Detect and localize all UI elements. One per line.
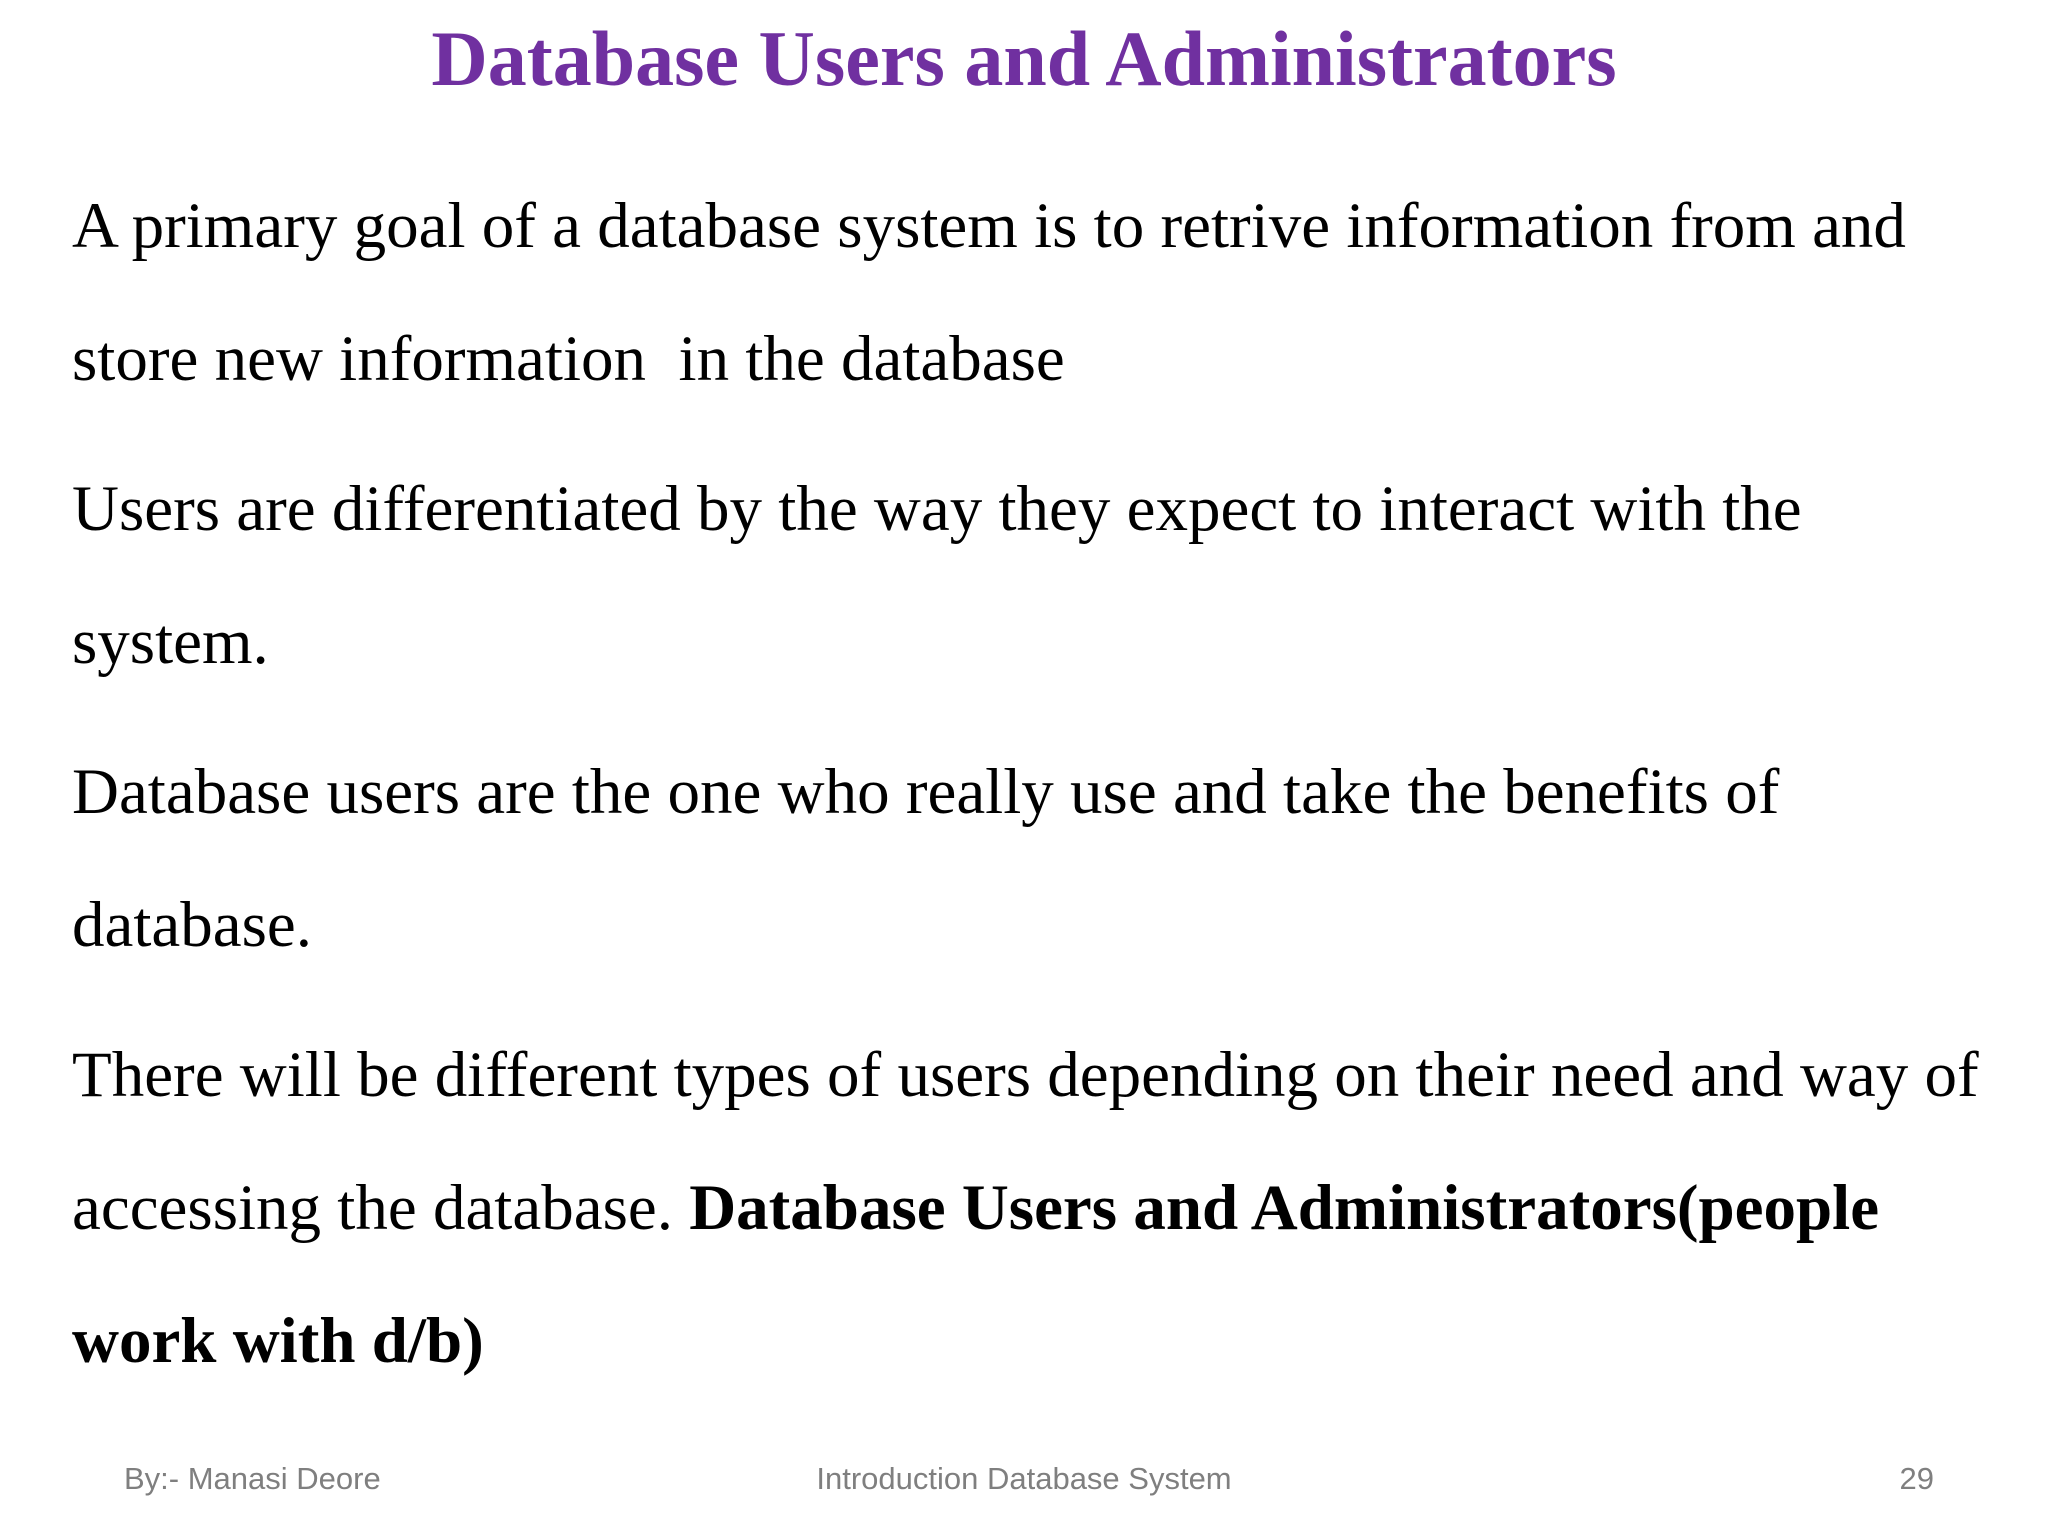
paragraph-bold-text: Database Users and Administrators(people work with d/b) xyxy=(72,1172,1896,1377)
paragraph-users-differentiated xyxy=(72,443,2012,709)
paragraph-database-users xyxy=(72,726,2012,992)
footer-author: By:- Manasi Deore xyxy=(124,1461,381,1496)
paragraph-text: A primary goal of a database system is to retrive information from and store new information in the database xyxy=(72,190,1923,395)
slide-body xyxy=(72,160,2012,1425)
slide-title: Database Users and Administrators xyxy=(431,15,1617,102)
paragraph-text: Users are differentiated by the way they expect to interact with the system. xyxy=(72,473,1818,678)
paragraph-text: There will be different types of users depending on their need and way of accessing the database. xyxy=(72,1039,1995,1244)
paragraph-types-of-users xyxy=(72,1009,2012,1408)
paragraph-primary-goal xyxy=(72,160,2012,426)
paragraph-text: Database users are the one who really use and take the benefits of database. xyxy=(72,756,1796,961)
footer-page-number: 29 xyxy=(1899,1461,1934,1496)
footer-presentation-title: Introduction Database System xyxy=(816,1461,1232,1496)
